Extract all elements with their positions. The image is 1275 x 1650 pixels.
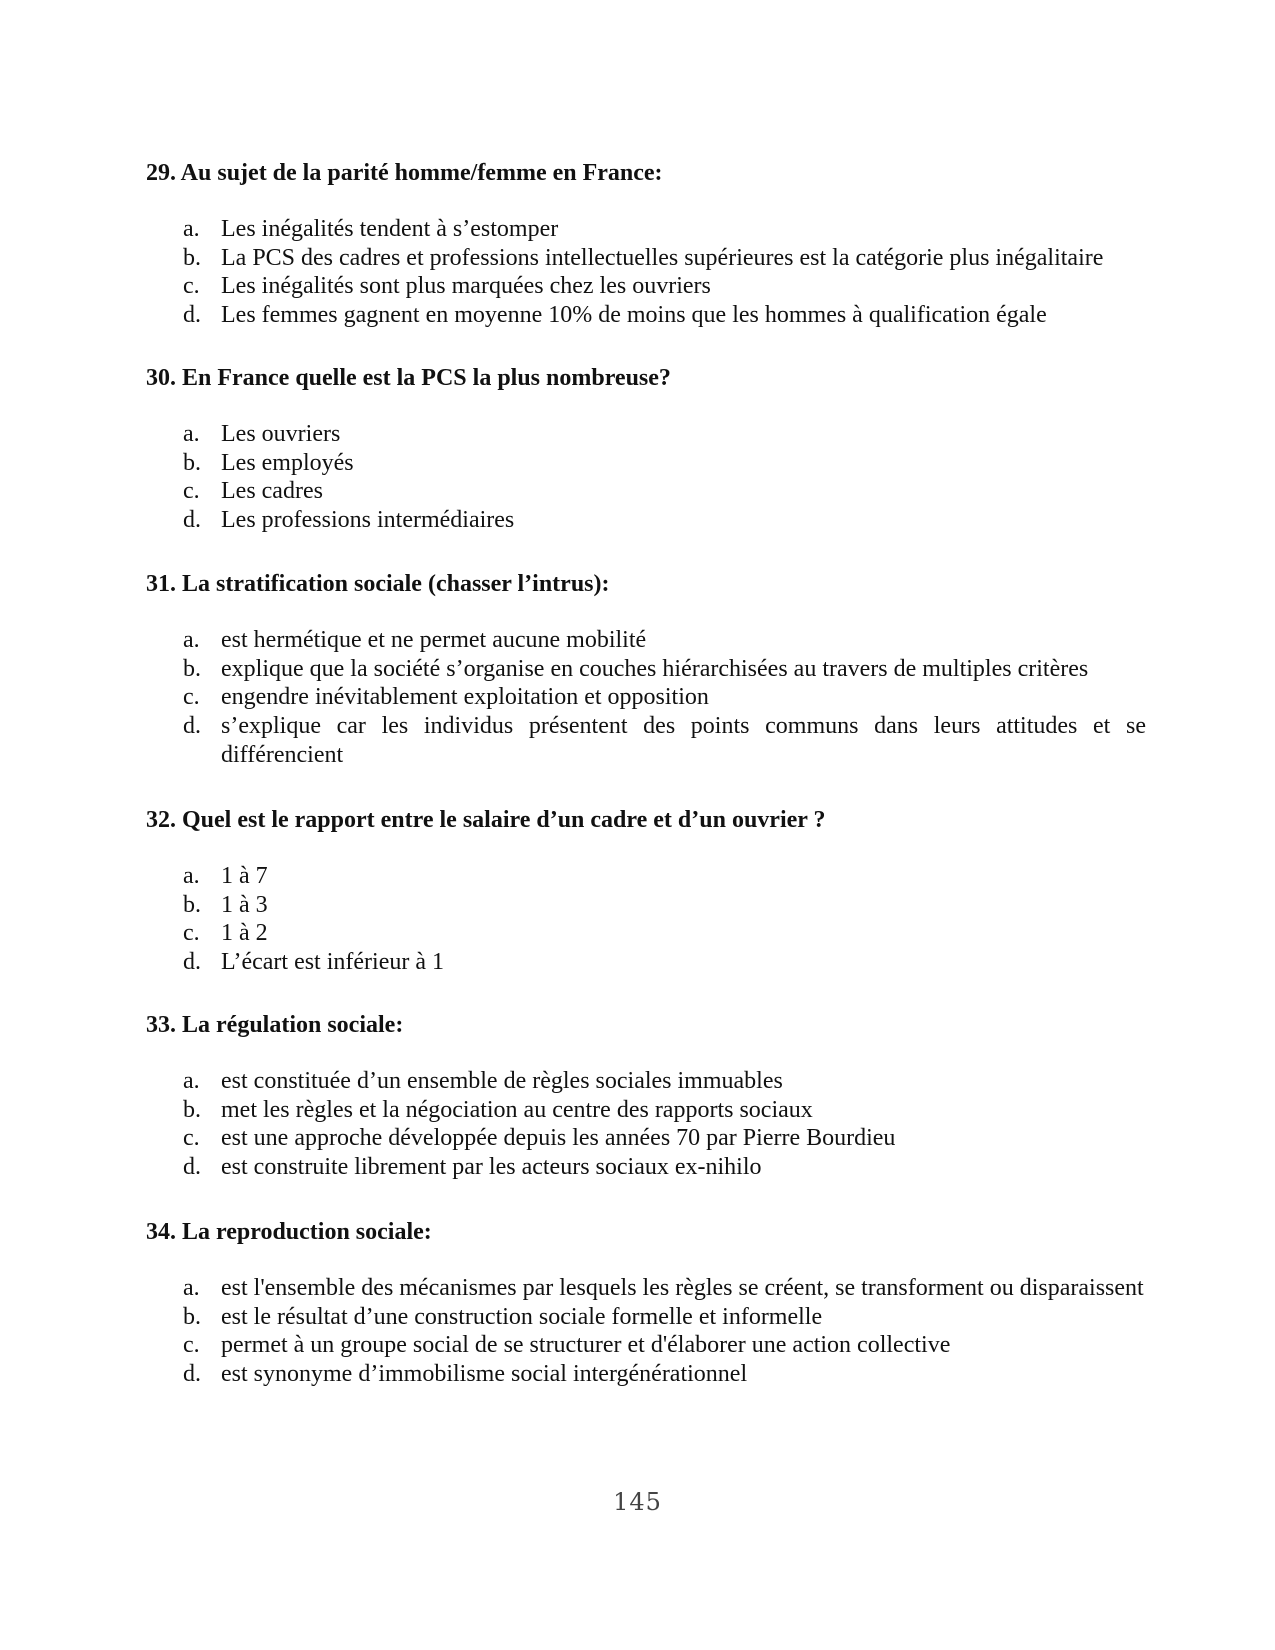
answer-option xyxy=(146,1360,1146,1389)
question-32 xyxy=(146,806,1146,977)
option-letter: d. xyxy=(183,713,201,740)
question-title: 32. Quel est le rapport entre le salaire d’un cadre et d’un ouvrier ? xyxy=(146,807,826,833)
option-text: est l'ensemble des mécanismes par lesquels les règles se créent, se transforment ou disparaissent xyxy=(221,1275,1144,1301)
option-letter: c. xyxy=(183,273,200,300)
option-text: 1 à 7 xyxy=(221,863,268,889)
question-29 xyxy=(146,159,1146,330)
answer-option xyxy=(146,948,1146,977)
option-letter: b. xyxy=(183,449,201,476)
option-text: est le résultat d’une construction sociale formelle et informelle xyxy=(221,1303,823,1330)
option-text: 1 à 3 xyxy=(221,891,268,918)
answer-options xyxy=(146,1067,1146,1182)
option-letter: c. xyxy=(183,684,200,711)
answer-option xyxy=(146,919,1146,948)
answer-option xyxy=(146,862,1146,891)
question-title: 30. En France quelle est la PCS la plus nombreuse? xyxy=(146,365,671,391)
option-text: est synonyme d’immobilisme social intergénérationnel xyxy=(221,1361,748,1388)
option-letter: a. xyxy=(183,1068,200,1094)
answer-option xyxy=(146,683,1146,712)
option-text: explique que la société s’organise en couches hiérarchisées au travers de multiples critères xyxy=(221,655,1089,682)
answer-option xyxy=(146,1303,1146,1332)
option-letter: c. xyxy=(183,1125,200,1152)
question-title: 29. Au sujet de la parité homme/femme en France: xyxy=(146,160,663,186)
option-letter: a. xyxy=(183,863,200,889)
question-34 xyxy=(146,1218,1146,1389)
option-text: est construite librement par les acteurs sociaux ex-nihilo xyxy=(221,1154,762,1181)
answer-option xyxy=(146,1096,1146,1125)
option-letter: b. xyxy=(183,891,201,918)
answer-option xyxy=(146,712,1146,769)
option-text: est constituée d’un ensemble de règles sociales immuables xyxy=(221,1068,783,1094)
question-title: 33. La régulation sociale: xyxy=(146,1012,404,1038)
answer-option xyxy=(146,1067,1146,1096)
question-31 xyxy=(146,570,1146,770)
option-text: Les ouvriers xyxy=(221,421,341,447)
option-letter: c. xyxy=(183,920,200,947)
option-text: Les professions intermédiaires xyxy=(221,507,515,534)
answer-options xyxy=(146,420,1146,535)
answer-option xyxy=(146,301,1146,330)
option-letter: b. xyxy=(183,1096,201,1123)
option-text: est une approche développée depuis les années 70 par Pierre Bourdieu xyxy=(221,1125,896,1152)
answer-options xyxy=(146,1274,1146,1389)
option-letter: b. xyxy=(183,655,201,682)
option-letter: d. xyxy=(183,1361,201,1388)
answer-option xyxy=(146,891,1146,920)
answer-option xyxy=(146,1331,1146,1360)
option-text: met les règles et la négociation au centre des rapports sociaux xyxy=(221,1096,813,1123)
option-text: Les femmes gagnent en moyenne 10% de moins que les hommes à qualification égale xyxy=(221,302,1047,329)
option-letter: d. xyxy=(183,302,201,329)
answer-option xyxy=(146,420,1146,449)
answer-options xyxy=(146,626,1146,770)
page-number: 145 xyxy=(613,1488,662,1516)
question-33 xyxy=(146,1011,1146,1182)
option-text: permet à un groupe social de se structurer et d'élaborer une action collective xyxy=(221,1332,951,1359)
option-letter: b. xyxy=(183,1303,201,1330)
option-text: 1 à 2 xyxy=(221,920,268,947)
option-letter: d. xyxy=(183,1154,201,1181)
option-letter: b. xyxy=(183,244,201,271)
answer-option xyxy=(146,272,1146,301)
answer-option xyxy=(146,506,1146,535)
option-text: est hermétique et ne permet aucune mobilité xyxy=(221,627,647,653)
option-text: Les inégalités sont plus marquées chez les ouvriers xyxy=(221,273,711,300)
option-letter: a. xyxy=(183,627,200,653)
answer-option xyxy=(146,477,1146,506)
option-letter: a. xyxy=(183,1275,200,1301)
option-letter: d. xyxy=(183,507,201,534)
answer-options xyxy=(146,862,1146,977)
option-letter: c. xyxy=(183,1332,200,1359)
answer-option xyxy=(146,655,1146,684)
answer-option xyxy=(146,1124,1146,1153)
question-title: 34. La reproduction sociale: xyxy=(146,1219,432,1245)
answer-option xyxy=(146,244,1146,273)
option-letter: a. xyxy=(183,421,200,447)
option-text: s’explique car les individus présentent des points communs dans leurs attitudes et se différencient xyxy=(221,713,1146,768)
option-text: Les inégalités tendent à s’estomper xyxy=(221,216,559,242)
answer-option xyxy=(146,215,1146,244)
question-30 xyxy=(146,364,1146,535)
option-letter: c. xyxy=(183,478,200,505)
option-text: engendre inévitablement exploitation et opposition xyxy=(221,684,709,711)
answer-option xyxy=(146,626,1146,655)
answer-options xyxy=(146,215,1146,330)
answer-option xyxy=(146,1153,1146,1182)
option-text: La PCS des cadres et professions intellectuelles supérieures est la catégorie plus inégalitaire xyxy=(221,244,1104,271)
answer-option xyxy=(146,1274,1146,1303)
answer-option xyxy=(146,449,1146,478)
option-text: Les employés xyxy=(221,449,354,476)
option-letter: d. xyxy=(183,949,201,976)
option-text: L’écart est inférieur à 1 xyxy=(221,949,444,976)
question-title: 31. La stratification sociale (chasser l’intrus): xyxy=(146,571,610,597)
option-letter: a. xyxy=(183,216,200,242)
option-text: Les cadres xyxy=(221,478,323,505)
